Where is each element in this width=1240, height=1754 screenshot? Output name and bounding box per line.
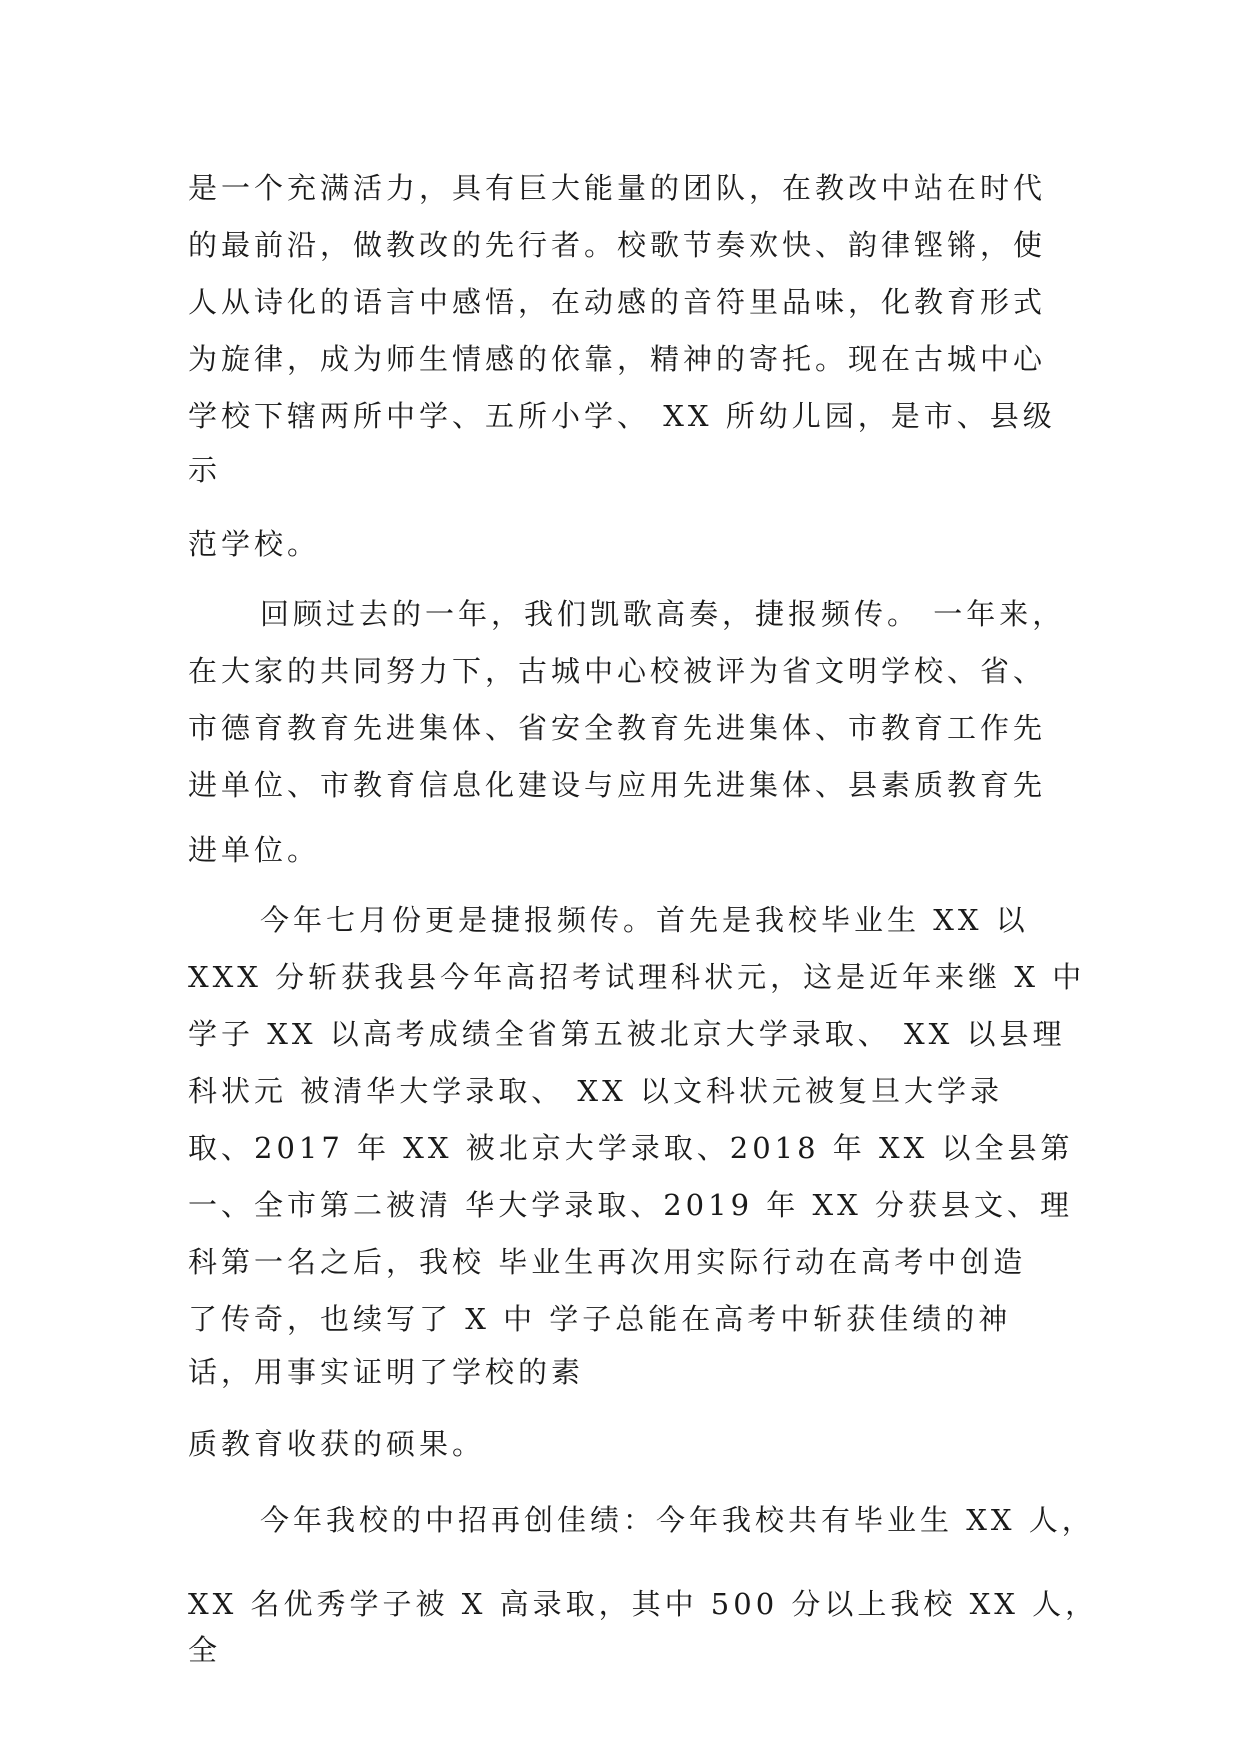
text-line: 质教育收获的硕果。: [188, 1427, 486, 1461]
text-line: 人从诗化的语言中感悟，在动感的音符里品味，化教育形式: [188, 285, 1047, 319]
text-line: XX 名优秀学子被 X 高录取，其中 500 分以上我校 XX 人，: [188, 1587, 1099, 1621]
text-line: 回顾过去的一年，我们凯歌高奏，捷报频传。 一年来，: [260, 597, 1066, 631]
text-line: 进单位、市教育信息化建设与应用先进集体、县素质教育先: [188, 768, 1047, 802]
text-line: 进单位。: [188, 833, 321, 867]
text-line: 全: [188, 1633, 222, 1667]
text-line: 是一个充满活力，具有巨大能量的团队，在教改中站在时代: [188, 171, 1047, 205]
text-line: 科第一名之后，我校 毕业生再次用实际行动在高考中创造: [188, 1245, 1027, 1279]
text-line: 在大家的共同努力下，古城中心校被评为省文明学校、省、: [188, 654, 1047, 688]
text-line: 市德育教育先进集体、省安全教育先进集体、市教育工作先: [188, 711, 1047, 745]
text-line: XXX 分斩获我县今年高招考试理科状元，这是近年来继 X 中: [188, 960, 1086, 994]
text-line: 今年我校的中招再创佳绩：今年我校共有毕业生 XX 人，: [260, 1503, 1095, 1537]
text-line: 科状元 被清华大学录取、 XX 以文科状元被复旦大学录: [188, 1074, 1003, 1108]
text-line: 今年七月份更是捷报频传。首先是我校毕业生 XX 以: [260, 903, 1029, 937]
text-line: 示: [188, 453, 222, 487]
text-line: 为旋律，成为师生情感的依靠，精神的寄托。现在古城中心: [188, 342, 1047, 376]
text-line: 学校下辖两所中学、五所小学、 XX 所幼儿园，是市、县级: [188, 399, 1056, 433]
text-line: 学子 XX 以高考成绩全省第五被北京大学录取、 XX 以县理: [188, 1017, 1066, 1051]
text-line: 范学校。: [188, 527, 321, 561]
text-line: 一、全市第二被清 华大学录取、2019 年 XX 分获县文、理: [188, 1188, 1073, 1222]
text-line: 取、2017 年 XX 被北京大学录取、2018 年 XX 以全县第: [188, 1131, 1074, 1165]
text-line: 话，用事实证明了学校的素: [188, 1355, 585, 1389]
text-line: 的最前沿，做教改的先行者。校歌节奏欢快、韵律铿锵，使: [188, 228, 1047, 262]
text-line: 了传奇，也续写了 X 中 学子总能在高考中斩获佳绩的神: [188, 1302, 1012, 1336]
